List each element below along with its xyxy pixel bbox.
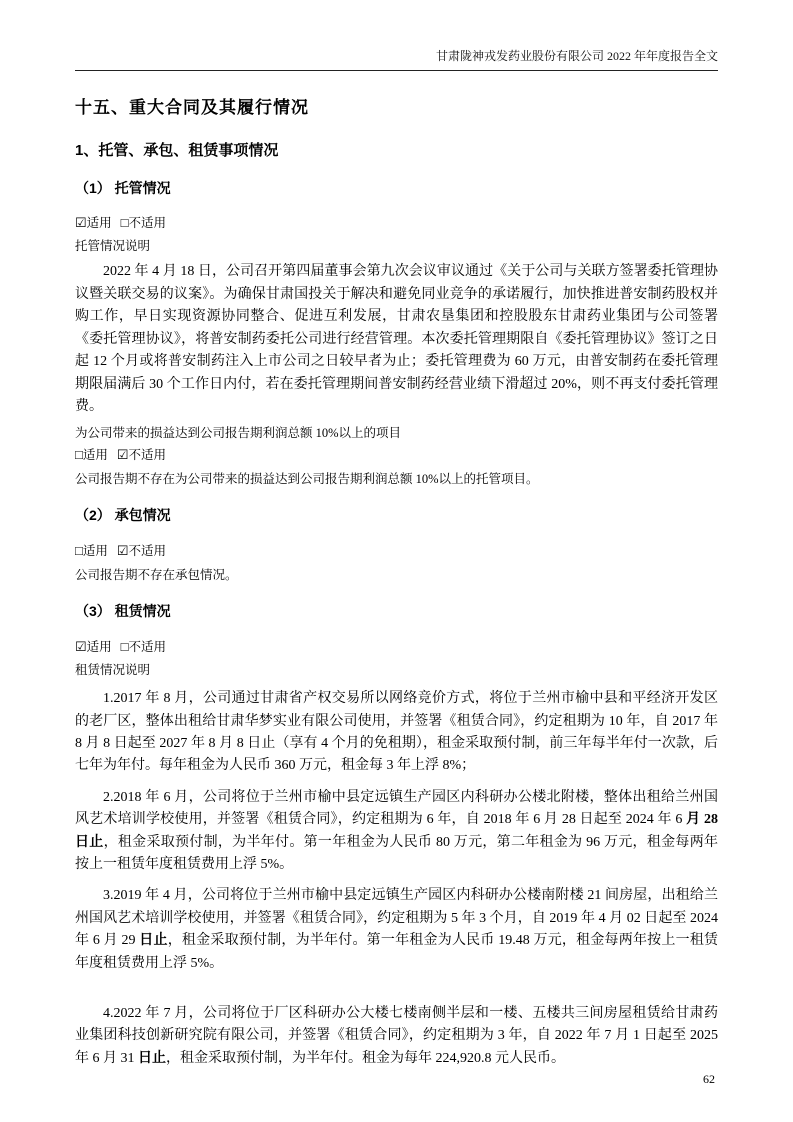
- checkbox-unchecked-icon: □: [75, 447, 83, 463]
- checkbox-checked-icon: ☑: [75, 639, 87, 655]
- checkbox-checked-icon: ☑: [116, 543, 129, 559]
- checkbox-checked-icon: ☑: [116, 447, 129, 463]
- lease-paragraph-3: 3.2019 年 4 月，公司将位于兰州市榆中县定远镇生产园区内科研办公楼南附楼 21 间房屋，出租给兰州国风艺术培训学校使用，并签署《租赁合同》，约定租期为 5 年 3 个月，自 2019 年 4 月 02 日起至 2024 年 6 月 29 日止，租金采取预付制，为半年付。第一年租金为人民币 19.48 万元，租金每两年按上一租赁年度租赁费用上浮 5%。: [75, 888, 719, 971]
- not-applicable-label: 不适用: [128, 640, 167, 655]
- contracting-note: 公司报告期不存在承包情况。: [75, 568, 238, 583]
- report-header-title: 甘肃陇神戎发药业股份有限公司 2022 年年度报告全文: [435, 49, 718, 63]
- section-heading: 1、托管、承包、租赁事项情况: [75, 142, 279, 160]
- custody-applicability-line: [75, 214, 718, 232]
- not-applicable-label: 不适用: [128, 216, 167, 231]
- leasing-heading: （3） 租赁情况: [75, 603, 171, 620]
- lease-paragraph-1: 1.2017 年 8 月，公司通过甘肃省产权交易所以网络竞价方式，将位于兰州市榆中县和平经济开发区的老厂区，整体出租给甘肃华梦实业有限公司使用，并签署《租赁合同》，约定租期为 10 年，自 2017 年 8 月 8 日起至 2027 年 8 月 8 日止（享有 4 个月的免租期），租金采取预付制，前三年每半年付一次款，后七年为年付。每年租金为人民币 360 万元，租金每 3 年上浮 8%；: [75, 691, 718, 774]
- checkbox-checked-icon: ☑: [75, 215, 87, 231]
- custody-profit-note: 公司报告期不存在为公司带来的损益达到公司报告期利润总额 10%以上的托管项目。: [75, 472, 539, 487]
- leasing-note-label: 租赁情况说明: [75, 663, 151, 678]
- chapter-heading: 十五、重大合同及其履行情况: [75, 98, 309, 117]
- checkbox-unchecked-icon: □: [120, 215, 129, 231]
- applicable-label: 适用: [82, 544, 108, 559]
- custody-profit-applicability-line: [75, 446, 718, 464]
- custody-note-label: 托管情况说明: [75, 239, 151, 254]
- page-number: 62: [703, 1072, 715, 1086]
- not-applicable-label: 不适用: [128, 544, 167, 559]
- page-header: [75, 48, 718, 71]
- checkbox-unchecked-icon: □: [120, 639, 129, 655]
- applicable-label: 适用: [82, 448, 108, 463]
- lease-paragraph-4: 4.2022 年 7 月，公司将位于厂区科研办公大楼七楼南侧半层和一楼、五楼共三间房屋租赁给甘肃药业集团科技创新研究院有限公司，并签署《租赁合同》，约定租期为 3 年，自 2022 年 7 月 1 日起至 2025 年 6 月 31 日止，租金采取预付制，为半年付。租金为每年 224,920.8 元人民币。: [75, 1005, 718, 1066]
- custody-paragraph: 2022 年 4 月 18 日，公司召开第四届董事会第九次会议审议通过《关于公司与关联方签署委托管理协议暨关联交易的议案》。为确保甘肃国投关于解决和避免同业竞争的承诺履行，加快推进普安制药股权并购工作，早日实现资源协同整合、促进互利发展，甘肃农垦集团和控股股东甘肃药业集团与公司签署《委托管理协议》，将普安制药委托公司进行经营管理。本次委托管理期限自《委托管理协议》签订之日起 12 个月或将普安制药注入上市公司之日较早者为止；委托管理费为 60 万元，由普安制药在委托管理期限届满后 30 个工作日内付，若在委托管理期间普安制药经营业绩下滑超过 20%，则不再支付委托管理费。: [75, 264, 718, 414]
- custody-heading: （1） 托管情况: [75, 179, 171, 196]
- applicable-label: 适用: [86, 216, 112, 231]
- contracting-heading: （2） 承包情况: [75, 507, 171, 524]
- not-applicable-label: 不适用: [128, 448, 167, 463]
- leasing-applicability-line: [75, 638, 718, 656]
- applicable-label: 适用: [86, 640, 112, 655]
- lease-paragraph-2: 2.2018 年 6 月，公司将位于兰州市榆中县定远镇生产园区内科研办公楼北附楼，整体出租给兰州国风艺术培训学校使用，并签署《租赁合同》，约定租期为 6 年，自 2018 年 6 月 28 日起至 2024 年 6 月 28 日止，租金采取预付制，为半年付。第一年租金为人民币 80 万元，第二年租金为 96 万元，租金每两年按上一租赁年度租赁费用上浮 5%。: [75, 789, 719, 872]
- custody-section: [75, 179, 718, 489]
- leasing-section: [75, 602, 718, 1070]
- contracting-applicability-line: [75, 542, 718, 560]
- checkbox-unchecked-icon: □: [75, 543, 83, 559]
- custody-profit-label: 为公司带来的损益达到公司报告期利润总额 10%以上的项目: [75, 426, 402, 441]
- contracting-section: [75, 506, 718, 584]
- report-content: [75, 76, 718, 1070]
